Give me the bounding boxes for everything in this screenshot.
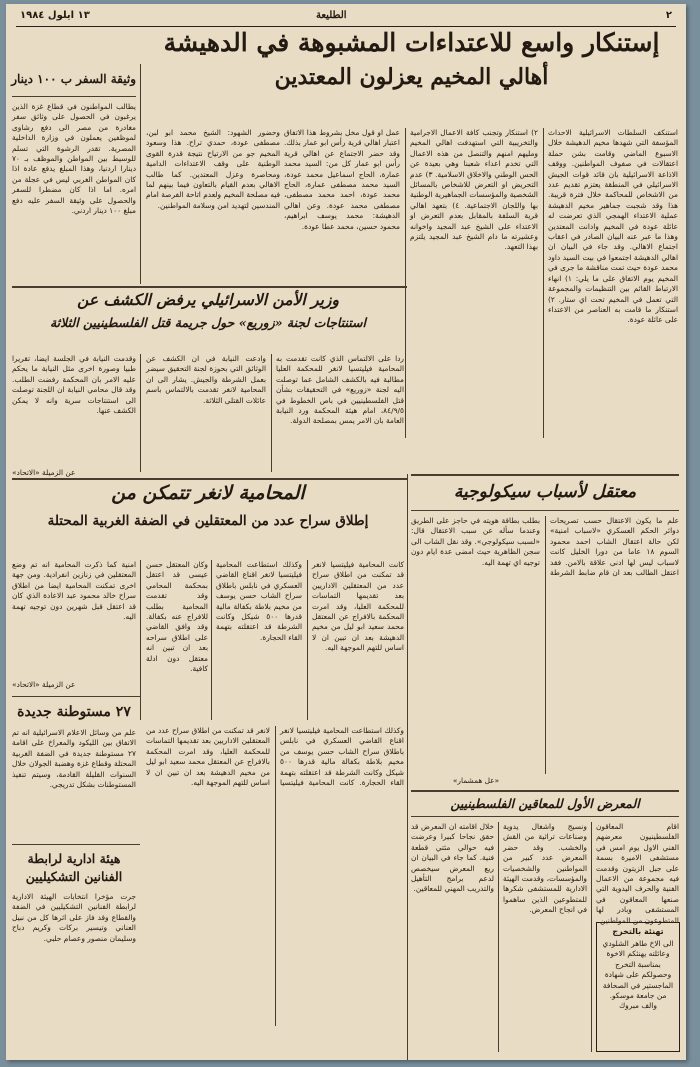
issue-date: ١٣ ايلول ١٩٨٤ [20, 10, 90, 21]
expo-top-rule [411, 790, 679, 792]
lawyer-continued-text: وكذلك استطاعت المحامية فيليتسيا لانغر اقناع القاضي العسكري في نابلس باطلاق سراح الشاب حسن يوسف من مخيم بلاطة بكفالة مالية قدرها ٥٠٠ شيكل وكانت الشرطة قد اعتقلته بتهمة القاء الحجارة. [280, 726, 404, 788]
union-body: جرت مؤخرا انتخابات الهيئة الادارية لرابطة الفنانين التشكيليين في الضفة والقطاع وقد فاز على اثرها كل من نبيل العناني وتيسير بركات وكريم دباح وسليمان منصور وعصام حلبي. [12, 892, 136, 943]
expo-divider-1 [591, 822, 592, 1052]
congrats-body: الى الاخ طاهر الشلودي وعائلته يهنئكم الاخوة بمناسبة التخرج وحصولكم على شهادة الماجستير في الصحافة من جامعة موسكو. والف مبروك [602, 939, 674, 1011]
minister-column-2: وادعت النيابة في ان الكشف عن الوثائق التي بحوزة لجنة التحقيق سيضر بعمل الشرطة والجيش. يشار الى ان المحامية لانغر تقدمت بالالتماس باسم عائلات القتلى الثلاثة. [146, 354, 266, 405]
travel-rule [12, 96, 136, 97]
page-header [16, 10, 676, 27]
lawyer-column-3: وكان المعتقل حسن عيسى قد اعتقل بمحكمة المحامي وقد تقدمت المحامية بطلب للافراج عنه بكفالة. وقد وافق القاضي على اطلاق سراحه بعد ان تبين انه معتقل دون ادلة كافية. [146, 560, 208, 674]
psych-signature: «عل همشمار» [452, 776, 500, 785]
lawyer-headline [12, 484, 404, 550]
newspaper-page [6, 4, 686, 1060]
lead-column-4: وحضور الشهود: الشيخ محمد ابو لبن، مصطفى عودة، حمدي تراح. هذا وسعود المخيم جو من الارتياح نتيجة قدرة القوى الوطنية على وقف الاعتداءات الدامية ومحاصرة وعزل المعتدين. كما طالب الاهالي بعدم القيام بالتعاون فيما بينهم لما فيه مصلحة المخيم ولعدم اتاحة الفرصة امام المندسين لتهديد امن وسلامة المواطنين. [146, 128, 280, 210]
congrats-box [596, 922, 680, 1052]
expo-column-2: ونسيج واشغال يدوية وصناعات تراثية من القش والخشب. وقد حضر المعرض عدد كبير من المواطنين والشخصيات والمؤسسات، وقدمت الهيئة الادارية للمستشفى شكرها للمتطوعين الذين ساهموا في انجاح المعرض. [503, 822, 587, 915]
lead-divider-1 [543, 128, 544, 438]
travel-title: وثيقة السفر ب ١٠٠ دينار [11, 72, 136, 86]
settlement-title: ٢٧ مستوطنة جديدة [17, 704, 131, 720]
lawyer-headline-line1: المحامية لانغر تتمكن من [111, 482, 305, 504]
settlement-bottom-rule [12, 844, 140, 845]
minister-column-3: وقدمت النيابة في الجلسة ايضا، تقريرا طبيا وصورة اخرى مثل النيابة ما يحكم عليه الامر بان المحكمة رفضت الطلب. وقد قال محامي النيابة ان اللجنة توصلت الى استنتاجات سرية وانه لا يمكن الكشف عنها. [12, 354, 136, 416]
psych-left-border [407, 474, 408, 1060]
lawyer-divider-3 [140, 560, 141, 720]
minister-headline [12, 292, 404, 346]
minister-divider-1 [271, 354, 272, 472]
lead-bottom-rule [12, 286, 407, 288]
psych-top-rule [411, 474, 679, 476]
minister-headline-line1: وزير الأمن الاسرائيلي يرفض الكشف عن [77, 290, 339, 309]
lead-divider-2 [405, 128, 406, 438]
expo-column-3: خلال اقامته ان المعرض قد حقق نجاحا كبيرا وعرضت فيه حوالي مئتي قطعة فنية. كما جاء في البيان ان ريع المعرض سيخصص لدعم برامج التأهيل والتدريب المهني للمعاقين. [411, 822, 494, 894]
psych-title: معتقل لأسباب سيكولوجية [453, 482, 637, 502]
expo-title: المعرض الأول للمعاقين الفلسطينيين [450, 796, 640, 811]
travel-divider [140, 64, 141, 284]
expo-column-1: اقام المعاقون الفلسطينيون معرضهم الفني الاول يوم امس في مستشفى الاميرة بسمة على جبل الزيتون وقدمت فيه مجموعة من الاعمال الفنية والحرف اليدوية التي صنعها المعاقون في المستشفى وبادر لها المتطوعون من المواطنين. [596, 822, 679, 925]
lawyer-bottom-rule [12, 696, 140, 697]
lawyer-column-4: امنية كما ذكرت المحامية انه تم وضع المعتقلين في زنازين انفرادية. ومن جهة اخرى تمكنت المحامية ايضا من اطلاق سراح خالد محمود عبد الاعادة الذي كان قد اعتقل قبل شهرين دون توجيه تهمة اليه. [12, 560, 136, 622]
lead-column-1: استنكف السلطات الاسرائيلية الاحداث المؤسفة التي شهدها مخيم الدهيشة خلال الاسبوع الماضي وقامت بشن حملة اعتقالات في صفوف المواطنين. ووقف الاذاعة الاسرائيلية بان قائد قوات الجيش الاسرائيلي في المنطقة يعتزم تقديم عدد من الاشخاص للمحاكمة خلال فترة قريبة. هذا وقد شجبت جماهير مخيم الدهيشة عملية الاعتداء الهمجي الذي تعرضت له عائلة عودة في المخيم وادانت المعتدين وهذا ما عبر عنه البيان الصادر في اعقاب اجتماع الاهالي. وقد جاء في البيان ان اهالي الدهيشة اجتمعوا في بيت السيد داود محمد عودة حيث تمت مناقشة ما جرى في المخيم يوم الاتفاق على ما يلي: ١) انهاء الارتباط القائم بين التنظيمات والمجموعة التي تعمل في المخيم تحت اي ستار. ٢) استنكار ما قامت به العناصر من الاعتداء على عائلة عودة. [548, 128, 678, 325]
lead-headline-line2: أهالي المخيم يعزلون المعتدين [274, 64, 549, 91]
page-number: ٢ [665, 10, 672, 21]
expo-title-rule [411, 816, 679, 817]
lawyer-column-2: وكذلك استطاعت المحامية فيليتسيا لانغر اقناع القاضي العسكري في نابلس باطلاق سراح الشاب حسن يوسف من مخيم بلاطة بكفالة مالية قدرها ٥٠٠ شيكل وكانت الشرطة قد اعتقلته بتهمة القاء الحجارة. [216, 560, 302, 642]
minister-column-1: ردا على الالتماس الذي كانت تقدمت به المحامية فيليتسيا لانغر للمحكمة العليا مطالبة فيه بالكشف الشامل عما توصلت اليه لجنة «زوريع» في التحقيقات بشأن قتل الفلسطينيين في باص الخطوط في ٨٤/٩/٥، امام هيئة المحكمة ورد النيابة العامة بان الامر يمس بمصلحة الدولة. [276, 354, 404, 426]
minister-source: عن الزميلة «الاتحاد» [12, 468, 76, 477]
union-title: هيئة ادارية لرابطة الفنانين التشكيليين [25, 851, 123, 884]
psych-body: علم ما يكون الاعتقال حسب تصريحات دوائر الحكم العسكري «لاسباب امنية» لكن حالة اعتقال الشاب احمد محمود السوم ١٨ عاما من دورا الخليل كانت لاسباب ليس لها ادنى علاقة بالامن. فقد اعتقل الطالب بعد ان قام ضابط الشرطة بطلب بطاقة هويته في حاجز على الطريق وعندما سأله عن سبب الاعتقال قال: «لسبب سيكولوجي». وقد نقل الشاب الى سجن الظاهرية حيث امضى عدة ايام دون توجيه اي تهمة اليه. [411, 516, 679, 578]
travel-body: يطالب المواطنون في قطاع غزة الذين يرغبون في الحصول على وثائق سفر مغادرة من مصر الى دفع رشاوى لموظفين يعملون في وزارة الداخلية المصرية. تقدر الرشوة التي تسلم للوسيط بين المواطن والموظف بـ ٧٠ دينارا اردنيا، وهذا المبلغ يدفع عادة اذا كان المواطن الغربي ليس في عجلة من امره. اما اذا كان مضطرا للسفر والحصول على وثيقة السفر عليه دفع مبلغ ١٠٠ دينار اردني. [12, 102, 136, 216]
lawyer-continued-text-2: كانت المحامية فيليتسيا لانغر قد تمكنت من اطلاق سراح عدد من المعتقلين الاداريين بعد تقديمها التماسات للمحكمة العليا، وقد امرت المحكمة بالافراج عن المعتقل محمد سعيد ابو ليل من مخيم الدهيشة بعد ان تبين ان لا اساس للتهم الموجهة اليه. [146, 726, 355, 788]
lead-column-3: عمل او قول مخل بشروط هذا الاتفاق اعتبار اهالي قرية رأس ابو عمار بذلك. وقد حضر الاجتماع عن اهالي قرية رأس ابو عمار كل من: السيد محمد عمارة، الحاج اسماعيل محمد عودة، السيد محمد مصطفى عمارة، الحاج محمد عودة، احمد محمد مصطفى، مصطفى محمد عودة. وعن اهالي الدهيشة: محمد يوسف ابراهيم، محمود حسين، محمد عطا عودة. [284, 128, 400, 231]
lead-headline [144, 30, 679, 122]
lead-column-2: ٢) استنكار وتجنب كافة الاعمال الاجرامية والتخريبية التي استهدفت اهالي المخيم ومليهم امنهم والتنصل من هذه الاعمال التي تخدم اعداء شعبنا وهي بعيدة عن الحس الوطني والاخلاق الاسلامية. ٣) عدم التحريض او التعرض للاشخاص بالمسائل الشخصية والمؤسسات الجماهيرية الوطنية بها واللجان الاجتماعية. ٤) بتعهد اهالي قرية السلفة بالمقابل بعدم التعرض او الاعتداء على الشيخ عبد المجيد واخوانه وعشيرته ما دام الشيخ عبد المجيد يلتزم بهذا التعهد. [410, 128, 539, 252]
minister-divider-2 [140, 354, 141, 472]
lawyer-headline-line2: إطلاق سراح عدد من المعتقلين في الضفة الغربية المحتلة [47, 512, 369, 529]
psych-title-rule [411, 510, 679, 511]
congrats-title: تهنئة بالتخرج [612, 927, 664, 936]
minister-bottom-rule [12, 478, 407, 480]
paper-name: الطليعة [316, 10, 347, 21]
minister-headline-line2: استنتاجات لجنة «زوريع» حول جريمة قتل الفلسطينيين الثلاثة [49, 315, 366, 331]
lawyer-divider-2 [211, 560, 212, 720]
lawyer-column-1: كانت المحامية فيليتسيا لانغر قد تمكنت من اطلاق سراح عدد من المعتقلين الاداريين بعد تقديمها التماسات للمحكمة العليا، وقد امرت المحكمة بالافراج عن المعتقل محمد سعيد ابو ليل من مخيم الدهيشة بعد ان تبين ان لا اساس للتهم الموجهة اليه. [312, 560, 404, 653]
lead-headline-line1: إستنكار واسع للاعتداءات المشبوهة في الدهيشة [163, 28, 660, 57]
lawyer-continued [146, 726, 404, 1026]
lawyer-source: عن الزميلة «الاتحاد» [12, 680, 76, 689]
settlement-body: علم من وسائل الاعلام الاسرائيلية انه تم الاتفاق بين الليكود والمعراخ على اقامة ٢٧ مستوطنة جديدة في الضفة الغربية المحتلة وقطاع غزة وهضبة الجولان خلال السنوات القليلة القادمة، وسيتم تنفيذ المستوطنات بشكل تدريجي. [12, 728, 136, 790]
expo-divider-2 [498, 822, 499, 1052]
lawyer-divider-1 [307, 560, 308, 720]
